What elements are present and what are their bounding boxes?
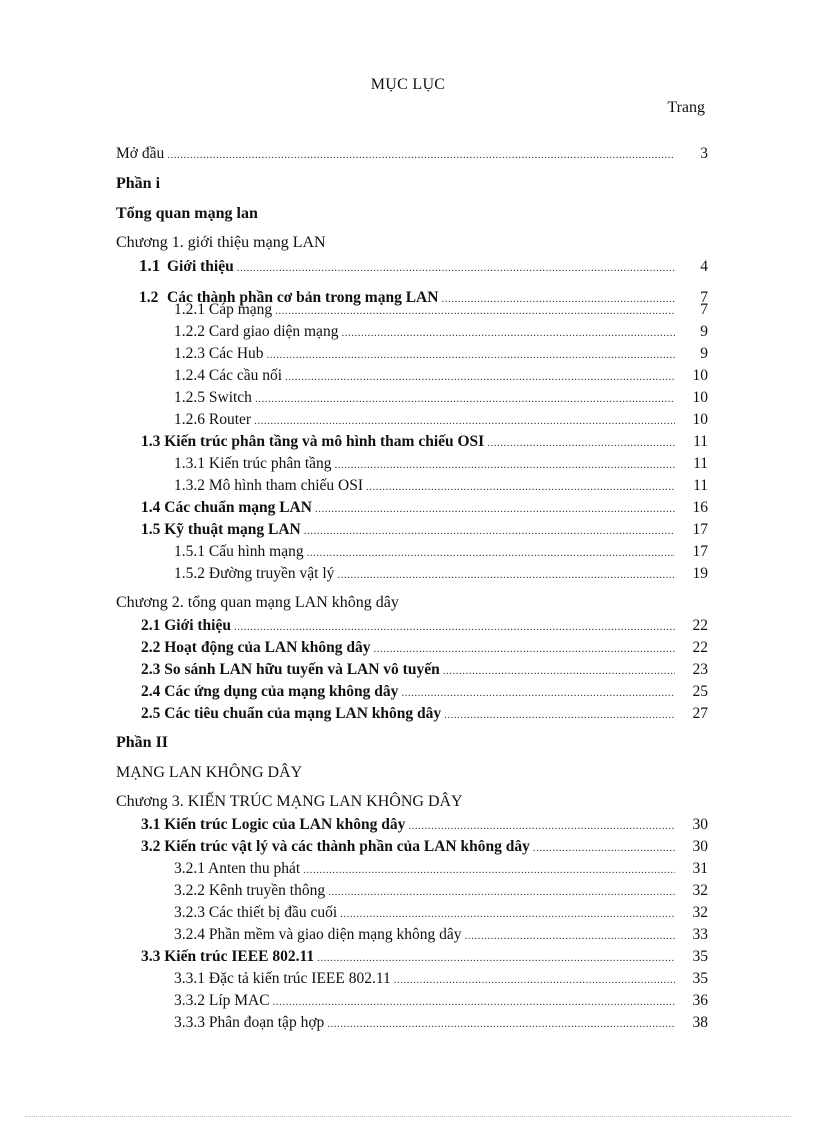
part-heading: Phần II [116,734,169,751]
toc-entry[interactable]: 1.5.2 Đường truyền vật lý ..... 19 [174,564,708,585]
dot-leader [465,926,675,946]
toc-entry[interactable]: 2.4 Các ứng dụng của mạng không dây ..... 25 [141,682,708,703]
toc-entry[interactable]: 1.1 Giới thiệu ..... 4 [139,256,708,278]
toc-entry[interactable]: 1.2.1 Cáp mạng ..... 7 [174,300,708,321]
chapter-heading: Chương 3. KIẾN TRÚC MẠNG LAN KHÔNG DÂY [116,793,463,810]
dot-leader [408,816,675,836]
toc-entry[interactable]: 2.1 Giới thiệu ..... 22 [141,616,708,637]
chapter-heading: Chương 2. tổng quan mạng LAN không dây [116,594,399,611]
dot-leader [254,411,675,431]
toc-entry[interactable]: 1.2.4 Các cầu nối ..... 10 [174,366,708,387]
page-title: MỤC LỤC [370,76,446,93]
toc-entry[interactable]: 2.2 Hoạt động của LAN không dây ..... 22 [141,638,708,659]
toc-entry[interactable]: 1.2.6 Router ..... 10 [174,410,708,431]
dot-leader [304,521,675,541]
dot-leader [374,639,675,659]
dot-leader [167,145,675,165]
dot-leader [317,948,675,968]
dot-leader [341,323,675,343]
dot-leader [307,543,675,563]
toc-entry[interactable]: 1.3 Kiến trúc phân tầng và mô hình tham chiếu OSI ..... 11 [141,432,708,453]
dot-leader [275,301,675,321]
toc-entry[interactable]: 3.2.1 Anten thu phát ..... 31 [174,859,708,880]
toc-entry[interactable]: 3.2.4 Phần mềm và giao diện mạng không dây ..... 33 [174,925,708,946]
toc-entry-mo-dau[interactable]: Mở đầu ..... 3 [116,144,708,165]
part-heading: Phần i [116,175,161,192]
dot-leader [315,499,675,519]
toc-entry[interactable]: 1.5 Kỹ thuật mạng LAN ..... 17 [141,520,708,541]
part-subtitle: MẠNG LAN KHÔNG DÂY [116,764,303,781]
toc-entry[interactable]: 1.2.2 Card giao diện mạng ..... 9 [174,322,708,343]
toc-entry[interactable]: 2.3 So sánh LAN hữu tuyến và LAN vô tuyến ..... 23 [141,660,708,681]
part-subtitle: Tổng quan mạng lan [116,205,258,222]
toc-entry[interactable]: 1.5.1 Cấu hình mạng ..... 17 [174,542,708,563]
dot-leader [340,904,675,924]
dot-leader [303,860,675,880]
dot-leader [273,992,675,1012]
dot-leader [335,455,675,475]
dot-leader [487,433,675,453]
dot-leader [328,882,675,902]
toc-entry[interactable]: 3.2.2 Kênh truyền thông ..... 32 [174,881,708,902]
toc-entry[interactable]: 1.3.2 Mô hình tham chiếu OSI ..... 11 [174,476,708,497]
toc-entry[interactable]: 1.4 Các chuẩn mạng LAN ..... 16 [141,498,708,519]
toc-entry[interactable]: 3.2.3 Các thiết bị đầu cuối ..... 32 [174,903,708,924]
toc-entry[interactable]: 1.2.3 Các Hub ..... 9 [174,344,708,365]
dot-leader [337,565,675,585]
toc-entry[interactable]: 3.3 Kiến trúc IEEE 802.11 ..... 35 [141,947,708,968]
dot-leader [327,1014,675,1034]
dot-leader [237,258,675,278]
dot-leader [267,345,675,365]
dot-leader [234,617,675,637]
toc-entry[interactable]: 1.2 Các thành phần cơ bản trong mạng LAN ..... 7 [139,278,708,309]
dot-leader [533,838,675,858]
dot-leader [366,477,675,497]
toc-entry[interactable]: 3.1 Kiến trúc Logic của LAN không dây ..... 30 [141,815,708,836]
toc-entry[interactable]: 3.3.1 Đặc tả kiến trúc IEEE 802.11 ..... 35 [174,969,708,990]
toc-entry[interactable]: 3.3.3 Phân đoạn tập hợp ..... 38 [174,1013,708,1034]
toc-entry[interactable]: 2.5 Các tiêu chuẩn của mạng LAN không dây ..... 27 [141,704,708,725]
toc-entry[interactable]: 3.3.2 Líp MAC ..... 36 [174,991,708,1012]
dot-leader [401,683,675,703]
dot-leader [444,705,675,725]
dot-leader [394,970,675,990]
chapter-heading: Chương 1. giới thiệu mạng LAN [116,234,326,251]
page-column-header: Trang [667,99,705,116]
dot-leader [443,661,675,681]
dot-leader [255,389,675,409]
toc-entry[interactable]: 1.2.5 Switch ..... 10 [174,388,708,409]
dot-leader [285,367,675,387]
toc-entry[interactable]: 1.3.1 Kiến trúc phân tầng ..... 11 [174,454,708,475]
page-bottom-divider [25,1116,791,1117]
toc-entry[interactable]: 3.2 Kiến trúc vật lý và các thành phần của LAN không dây ..... 30 [141,837,708,858]
